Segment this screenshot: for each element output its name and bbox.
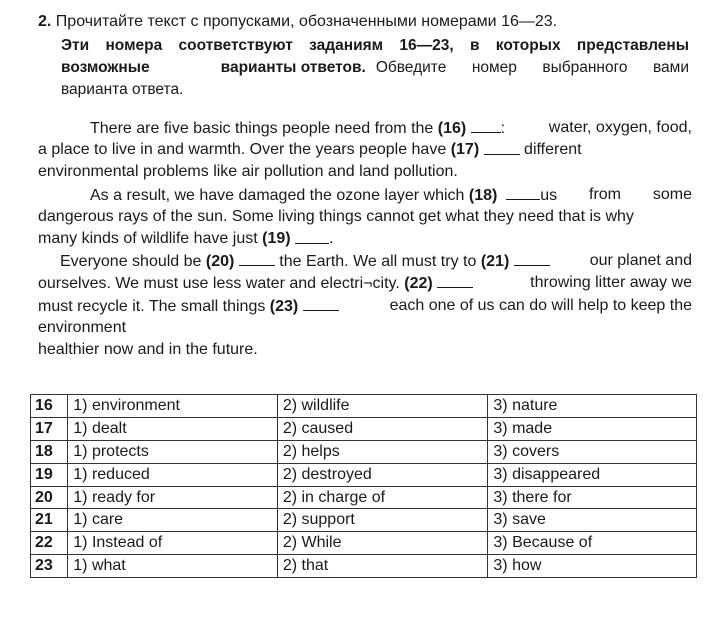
- passage-fragment: water, oxygen, food,: [548, 119, 692, 136]
- option-1[interactable]: 1) Instead of: [68, 532, 278, 555]
- gap-blank-16[interactable]: [471, 117, 501, 133]
- option-3[interactable]: 3) there for: [488, 486, 697, 509]
- instruction-word: соответствуют: [178, 37, 293, 54]
- gap-blank-21[interactable]: [514, 250, 550, 266]
- passage-line: [38, 161, 692, 183]
- instruction-line-3: варианта ответа.: [61, 81, 184, 98]
- option-2[interactable]: 2) caused: [277, 417, 488, 440]
- passage-fragment: Everyone should be: [60, 253, 202, 271]
- gap-number-18: (18): [468, 186, 498, 204]
- passage-line: [38, 250, 692, 272]
- option-1[interactable]: 1) what: [68, 555, 278, 578]
- question-number: 23: [31, 555, 68, 578]
- instruction-word: в: [469, 37, 480, 54]
- option-3[interactable]: 3) save: [488, 509, 697, 532]
- instruction-line-2: [61, 57, 689, 79]
- passage-fragment: environment: [38, 318, 127, 336]
- instruction-word: вами: [653, 59, 689, 76]
- gap-blank-17[interactable]: [484, 139, 520, 155]
- instruction-bold-a: возможные: [61, 59, 150, 76]
- option-3[interactable]: 3) covers: [488, 440, 697, 463]
- instruction-word: представлены: [576, 37, 689, 54]
- passage-fragment: a place to live in and warmth. Over the years people have: [38, 141, 447, 159]
- table-row: [31, 555, 697, 578]
- passage-line: [38, 295, 692, 317]
- question-number: 19: [31, 463, 68, 486]
- passage-line: [38, 228, 692, 250]
- instruction-word: номера: [105, 37, 163, 54]
- gap-number-19: (19): [262, 229, 291, 247]
- instruction-word: заданиям: [309, 37, 384, 54]
- passage-fragment: throwing litter away we: [530, 274, 692, 292]
- passage-fragment: different: [524, 141, 582, 159]
- passage-line: [38, 117, 692, 139]
- passage-fragment: :: [500, 120, 506, 137]
- gap-blank-18[interactable]: [506, 184, 540, 200]
- option-1[interactable]: 1) reduced: [68, 463, 278, 486]
- passage-fragment: must recycle it. The small things: [38, 297, 266, 315]
- instruction-line-1: [61, 35, 689, 57]
- option-1[interactable]: 1) ready for: [68, 486, 278, 509]
- passage-fragment: the Earth. We all must try to: [279, 253, 477, 271]
- option-2[interactable]: 2) destroyed: [277, 463, 488, 486]
- option-2[interactable]: 2) that: [277, 555, 488, 578]
- gap-blank-22[interactable]: [437, 272, 473, 288]
- passage-line: [38, 317, 692, 339]
- gap-number-17: (17): [450, 141, 480, 159]
- passage-fragment: dangerous rays of the sun. Some living things cannot get what they need that is why: [38, 207, 634, 225]
- passage-fragment: As a result, we have damaged the ozone layer which: [90, 186, 465, 204]
- question-number: 21: [31, 509, 68, 532]
- task-header: [38, 11, 557, 33]
- passage-fragment: each one of us can do will help to keep the: [389, 296, 692, 314]
- instruction-bold-b: варианты ответов.: [220, 59, 366, 76]
- instruction-word: 16—23,: [399, 37, 454, 54]
- question-number: 22: [31, 532, 68, 555]
- instruction-block: [61, 35, 689, 101]
- task-number: 2.: [38, 13, 52, 30]
- gap-blank-19[interactable]: [295, 228, 329, 244]
- table-row: [31, 486, 697, 509]
- question-number: 18: [31, 440, 68, 463]
- gap-blank-20[interactable]: [239, 250, 275, 266]
- passage-fragment: .: [329, 229, 334, 247]
- table-row: [31, 509, 697, 532]
- instruction-word: номер: [471, 59, 517, 76]
- question-number: 16: [31, 395, 68, 418]
- instruction-word: выбранного: [542, 59, 628, 76]
- table-row: [31, 463, 697, 486]
- gap-number-20: (20): [205, 253, 235, 271]
- passage-line: [38, 139, 692, 161]
- gap-number-21: (21): [480, 253, 510, 271]
- table-row: [31, 417, 697, 440]
- passage-fragment: ourselves. We must use less water and electri¬city.: [38, 275, 400, 293]
- table-row: [31, 395, 697, 418]
- passage-fragment: us: [540, 186, 558, 204]
- passage-fragment: from: [589, 185, 621, 203]
- passage-fragment: many kinds of wildlife have just: [38, 229, 258, 247]
- passage-fragment: healthier now and in the future.: [38, 340, 258, 358]
- table-row: [31, 440, 697, 463]
- passage-fragment: our planet and: [589, 252, 692, 270]
- passage-line: [38, 272, 692, 294]
- option-3[interactable]: 3) nature: [488, 395, 697, 418]
- option-3[interactable]: 3) made: [488, 417, 697, 440]
- passage-fragment: some: [652, 185, 692, 203]
- option-3[interactable]: 3) how: [488, 555, 697, 578]
- passage-line: [38, 184, 692, 206]
- option-1[interactable]: 1) care: [68, 509, 278, 532]
- question-number: 20: [31, 486, 68, 509]
- gap-number-16: (16): [437, 120, 467, 137]
- answer-options-table: [30, 394, 697, 578]
- instruction-word: Обведите: [375, 59, 447, 76]
- option-2[interactable]: 2) helps: [277, 440, 488, 463]
- gap-number-22: (22): [404, 275, 433, 293]
- gap-number-23: (23): [269, 297, 299, 315]
- passage-text: [38, 117, 692, 361]
- instruction-word: которых: [495, 37, 561, 54]
- option-2[interactable]: 2) While: [277, 532, 488, 555]
- question-number: 17: [31, 417, 68, 440]
- option-3[interactable]: 3) Because of: [488, 532, 697, 555]
- passage-line: [38, 206, 692, 228]
- option-2[interactable]: 2) in charge of: [277, 486, 488, 509]
- option-1[interactable]: 1) environment: [68, 395, 278, 418]
- option-2[interactable]: 2) wildlife: [277, 395, 488, 418]
- option-3[interactable]: 3) disappeared: [488, 463, 697, 486]
- passage-line: [38, 339, 692, 361]
- option-2[interactable]: 2) support: [277, 509, 488, 532]
- passage-fragment: environmental problems like air pollution and land pollution.: [38, 163, 458, 181]
- passage-fragment: There are five basic things people need from the: [90, 120, 434, 137]
- instruction-word: Эти: [61, 37, 90, 54]
- option-1[interactable]: 1) dealt: [68, 417, 278, 440]
- table-row: [31, 532, 697, 555]
- gap-blank-23[interactable]: [303, 295, 339, 311]
- task-text: Прочитайте текст с пропусками, обозначенными номерами 16—23.: [55, 13, 558, 30]
- option-1[interactable]: 1) protects: [68, 440, 278, 463]
